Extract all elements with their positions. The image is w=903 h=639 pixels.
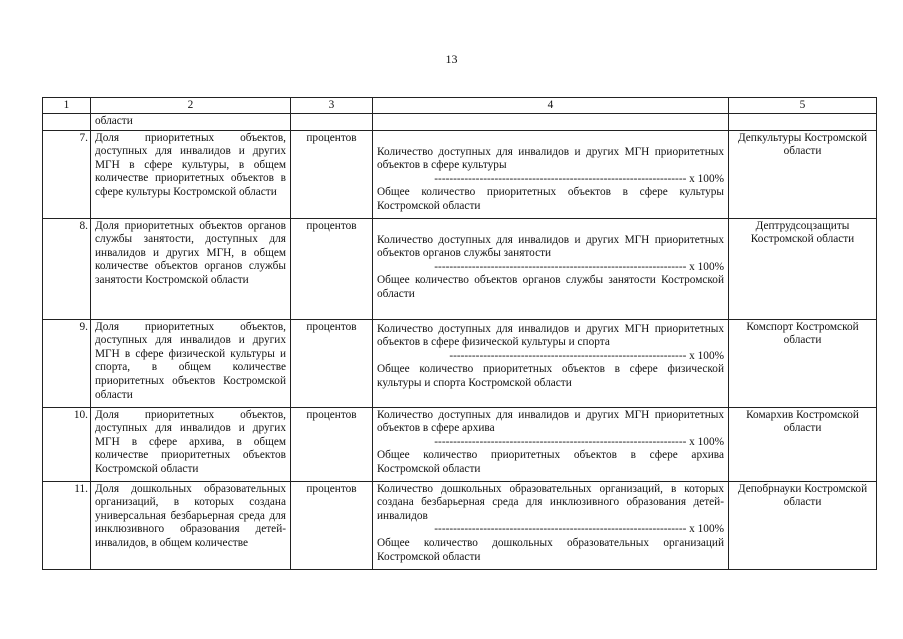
formula bbox=[373, 481, 729, 569]
formula-divider: ------------------------------------------------------------------- х 100% bbox=[434, 523, 724, 536]
responsible: Депкультуры Костромской области bbox=[729, 130, 877, 218]
formula-denominator: Общее количество приоритетных объектов в сфере культуры Костромской области bbox=[377, 186, 724, 212]
continuation-no bbox=[43, 114, 91, 131]
indicator-name: Доля дошкольных образовательных организаций, в которых создана универсальная безбарьерная среда для инклюзивного образования детей-инвалидов, в общем количестве bbox=[91, 481, 291, 569]
formula-denominator: Общее количество приоритетных объектов в сфере архива Костромской области bbox=[377, 449, 724, 475]
unit: процентов bbox=[291, 218, 373, 319]
formula-divider: ------------------------------------------------------------------- х 100% bbox=[434, 260, 724, 273]
table-row bbox=[43, 130, 877, 218]
unit: процентов bbox=[291, 407, 373, 481]
formula-denominator: Общее количество объектов органов службы занятости Костромской области bbox=[377, 274, 724, 300]
formula-numerator: Количество доступных для инвалидов и других МГН приоритетных объектов в сфере физической культуры и спорта bbox=[377, 322, 724, 349]
indicator-name: Доля приоритетных объектов органов службы занятости, доступных для инвалидов и других МГН, в общем количестве объектов органов службы занятости Костромской области bbox=[91, 218, 291, 319]
header-col-4: 4 bbox=[373, 98, 729, 114]
page-number: 13 bbox=[445, 52, 458, 66]
table-row bbox=[43, 319, 877, 407]
formula-numerator: Количество доступных для инвалидов и других МГН приоритетных объектов органов службы занятости bbox=[377, 233, 724, 260]
responsible: Комспорт Костромской области bbox=[729, 319, 877, 407]
header-col-2: 2 bbox=[91, 98, 291, 114]
row-number: 11. bbox=[43, 481, 91, 569]
responsible: Комархив Костромской области bbox=[729, 407, 877, 481]
continuation-indicator: области bbox=[91, 114, 291, 131]
formula bbox=[373, 130, 729, 218]
table-header-row bbox=[43, 98, 877, 114]
responsible: Дептрудсоцзащиты Костромской области bbox=[729, 218, 877, 319]
formula-divider: ------------------------------------------------------------------- х 100% bbox=[434, 435, 724, 448]
continuation-responsible bbox=[729, 114, 877, 131]
unit: процентов bbox=[291, 319, 373, 407]
continuation-formula bbox=[373, 114, 729, 131]
indicators-table bbox=[42, 97, 877, 570]
header-col-3: 3 bbox=[291, 98, 373, 114]
unit: процентов bbox=[291, 130, 373, 218]
formula-numerator: Количество доступных для инвалидов и других МГН приоритетных объектов в сфере культуры bbox=[377, 145, 724, 172]
table-row bbox=[43, 218, 877, 319]
header-col-1: 1 bbox=[43, 98, 91, 114]
formula bbox=[373, 407, 729, 481]
table-row bbox=[43, 407, 877, 481]
indicator-name: Доля приоритетных объектов, доступных для инвалидов и других МГН в сфере архива, в общем количестве приоритетных объектов Костромской области bbox=[91, 407, 291, 481]
indicator-name: Доля приоритетных объектов, доступных для инвалидов и других МГН в сфере физической культуры и спорта, в общем количестве приоритетных объектов Костромской области bbox=[91, 319, 291, 407]
formula bbox=[373, 319, 729, 407]
row-number: 9. bbox=[43, 319, 91, 407]
indicator-name: Доля приоритетных объектов, доступных для инвалидов и других МГН в сфере культуры, в общем количестве приоритетных объектов в сфере культуры Костромской области bbox=[91, 130, 291, 218]
formula-numerator: Количество дошкольных образовательных организаций, в которых создана безбарьерная среда для инклюзивного образования детей-инвалидов bbox=[377, 482, 724, 522]
row-number: 10. bbox=[43, 407, 91, 481]
responsible: Депобрнауки Костромской области bbox=[729, 481, 877, 569]
formula-numerator: Количество доступных для инвалидов и других МГН приоритетных объектов в сфере архива bbox=[377, 408, 724, 435]
header-col-5: 5 bbox=[729, 98, 877, 114]
continuation-unit bbox=[291, 114, 373, 131]
formula-denominator: Общее количество приоритетных объектов в сфере физической культуры и спорта Костромской области bbox=[377, 363, 724, 389]
row-number: 7. bbox=[43, 130, 91, 218]
table-row bbox=[43, 481, 877, 569]
unit: процентов bbox=[291, 481, 373, 569]
formula-divider: ------------------------------------------------------------------- х 100% bbox=[434, 172, 724, 185]
continuation-row bbox=[43, 114, 877, 131]
formula-denominator: Общее количество дошкольных образовательных организаций Костромской области bbox=[377, 536, 724, 563]
formula bbox=[373, 218, 729, 319]
row-number: 8. bbox=[43, 218, 91, 319]
formula-divider: --------------------------------------------------------------- х 100% bbox=[449, 349, 724, 362]
